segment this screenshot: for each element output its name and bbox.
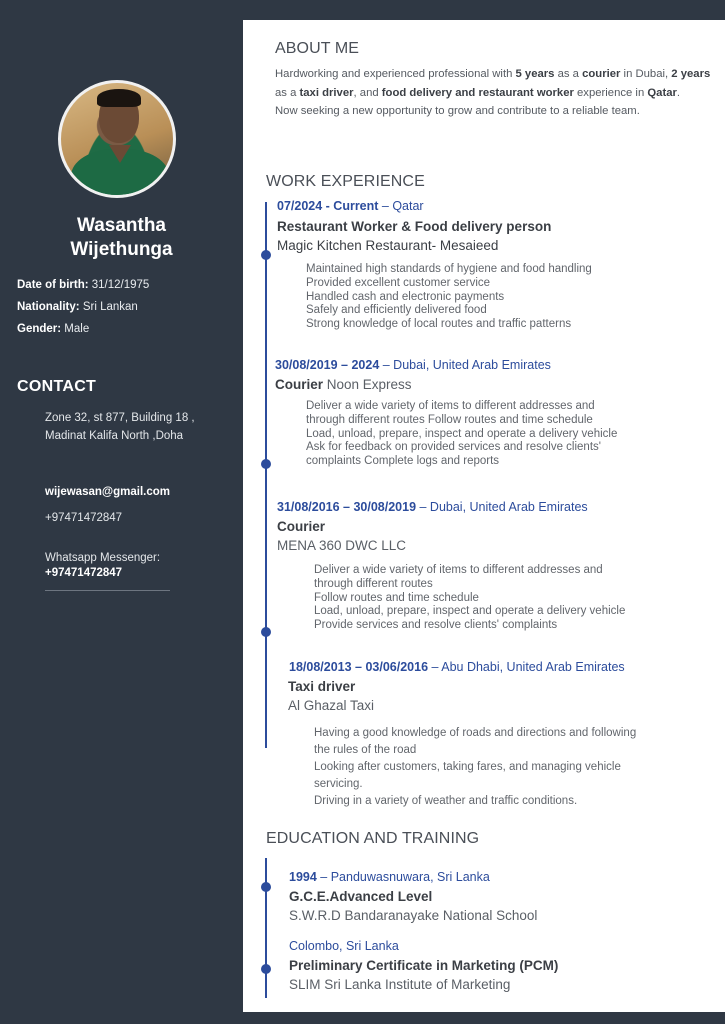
timeline-dot <box>261 882 271 892</box>
edu-1-date <box>289 870 490 884</box>
job-date: 07/2024 - Current <box>277 199 379 213</box>
gender-label: Gender: <box>17 323 62 335</box>
job-location: – Dubai, United Arab Emirates <box>379 358 551 372</box>
last-name: Wijethunga <box>70 239 173 260</box>
job-date: 31/08/2016 – 30/08/2019 <box>277 500 417 514</box>
list-item: Follow routes and time schedule <box>314 591 479 604</box>
avatar <box>58 80 176 198</box>
avatar-hair <box>97 89 141 107</box>
timeline-dot <box>261 250 271 260</box>
list-item: Safely and efficiently delivered food <box>306 304 487 317</box>
list-item: through different routes Follow routes and time schedule <box>306 413 593 426</box>
about-highlight: courier <box>582 68 621 80</box>
about-text-part: Hardworking and experienced professional with <box>275 68 516 80</box>
candidate-name <box>0 214 243 262</box>
edu-1-title <box>289 889 432 904</box>
about-highlight: Qatar <box>647 86 677 99</box>
timeline-dot <box>261 627 271 637</box>
edu-2-date <box>289 939 399 953</box>
list-item: complaints Complete logs and reports <box>306 455 500 468</box>
edu-location: Colombo, Sri Lanka <box>289 939 399 953</box>
about-text <box>275 65 715 121</box>
nationality-label: Nationality: <box>17 301 80 313</box>
edu-title: G.C.E.Advanced Level <box>289 889 433 904</box>
work-timeline-line <box>265 202 267 748</box>
job-3-date <box>277 500 588 514</box>
job-org: Noon Express <box>323 377 412 392</box>
gender-row <box>17 323 89 335</box>
edu-location: – Panduwasnuwara, Sri Lanka <box>316 870 490 884</box>
job-location: – Dubai, United Arab Emirates <box>416 500 588 514</box>
gender-value: Male <box>64 323 90 335</box>
phone-number[interactable]: +97471472847 <box>45 512 123 524</box>
job-3-title <box>277 519 325 534</box>
list-item: Load, unload, prepare, inspect and operate a delivery vehicle <box>306 427 618 440</box>
about-highlight: 5 years <box>515 68 555 80</box>
job-1-org: Magic Kitchen Restaurant- Mesaieed <box>277 238 499 253</box>
list-item: through different routes <box>314 577 433 590</box>
list-item: Ask for feedback on provided services and resolve clients' <box>306 441 601 454</box>
list-item: Deliver a wide variety of items to different addresses and <box>314 564 603 576</box>
about-highlight: food delivery and restaurant worker <box>381 86 574 99</box>
list-item: Provided excellent customer service <box>306 276 491 289</box>
edu-title: Preliminary Certificate in Marketing (PCM) <box>289 958 559 973</box>
list-item: Maintained high standards of hygiene and food handling <box>306 263 592 275</box>
nationality-row <box>17 301 138 313</box>
about-text-part: as a <box>554 68 583 80</box>
list-item: Strong knowledge of local routes and traffic patterns <box>306 318 572 331</box>
job-1-date <box>277 199 424 213</box>
about-text-part: . <box>676 86 681 99</box>
job-1-title <box>277 219 551 234</box>
job-4-org: Al Ghazal Taxi <box>288 698 375 713</box>
address-line-2: Madinat Kalifa North ,Doha <box>45 430 184 442</box>
job-3-bullets <box>314 564 625 633</box>
main-content <box>243 20 725 1012</box>
first-name: Wasantha <box>76 215 167 236</box>
dob-value: 31/12/1975 <box>91 279 150 291</box>
job-title: Taxi driver <box>288 679 356 694</box>
about-text-part: in Dubai, <box>620 68 672 80</box>
job-date: 30/08/2019 – 2024 <box>275 358 380 372</box>
list-item: the rules of the road <box>314 744 417 756</box>
about-line-2: Now seeking a new opportunity to grow and contribute to a reliable team. <box>275 105 640 117</box>
edu-2-org: SLIM Sri Lanka Institute of Marketing <box>289 977 511 992</box>
email-link[interactable]: wijewasan@gmail.com <box>45 486 170 498</box>
edu-date: 1994 <box>289 870 317 884</box>
education-timeline-line <box>265 858 267 998</box>
job-2-bullets <box>306 400 617 469</box>
about-highlight: 2 years <box>671 68 711 80</box>
address-line-1: Zone 32, st 877, Building 18 , <box>45 412 195 424</box>
job-4-title <box>288 679 355 694</box>
edu-1-org: S.W.R.D Bandaranayake National School <box>289 908 538 923</box>
job-4-bullets <box>314 725 636 810</box>
education-heading: EDUCATION AND TRAINING <box>266 830 480 847</box>
job-location: – Qatar <box>378 199 424 213</box>
nationality-value: Sri Lankan <box>82 301 138 313</box>
job-3-org: MENA 360 DWC LLC <box>277 538 407 553</box>
job-location: – Abu Dhabi, United Arab Emirates <box>428 660 625 674</box>
job-title: Restaurant Worker & Food delivery person <box>277 219 552 234</box>
sidebar <box>0 0 243 1024</box>
work-heading: WORK EXPERIENCE <box>266 173 425 190</box>
list-item: servicing. <box>314 778 363 790</box>
list-item: Load, unload, prepare, inspect and operate a delivery vehicle <box>314 605 626 618</box>
list-item: Looking after customers, taking fares, and managing vehicle <box>314 761 621 773</box>
timeline-dot <box>261 459 271 469</box>
job-2-title <box>275 377 412 392</box>
job-2-date <box>275 358 551 372</box>
whatsapp-label: Whatsapp Messenger: <box>45 552 161 564</box>
about-heading: ABOUT ME <box>275 40 360 57</box>
list-item: Having a good knowledge of roads and directions and following <box>314 727 637 739</box>
list-item: Handled cash and electronic payments <box>306 290 505 303</box>
list-item: Driving in a variety of weather and traffic conditions. <box>314 795 578 807</box>
timeline-dot <box>261 964 271 974</box>
contact-heading: CONTACT <box>17 378 97 395</box>
about-highlight: taxi driver <box>299 86 354 99</box>
job-title: Courier <box>277 519 326 534</box>
dob-label: Date of birth: <box>17 279 89 291</box>
job-1-bullets <box>306 263 592 332</box>
whatsapp-number[interactable]: +97471472847 <box>45 567 123 579</box>
job-title: Courier <box>275 377 324 392</box>
dob-row <box>17 279 149 291</box>
edu-2-title <box>289 958 558 973</box>
list-item: Deliver a wide variety of items to different addresses and <box>306 400 595 412</box>
about-text-part: , and <box>353 86 382 99</box>
about-text-part: as a <box>275 86 300 99</box>
job-4-date <box>289 660 625 674</box>
about-text-part: experience in <box>573 86 648 99</box>
sidebar-divider <box>45 590 170 591</box>
job-date: 18/08/2013 – 03/06/2016 <box>289 660 429 674</box>
list-item: Provide services and resolve clients' complaints <box>314 619 558 632</box>
